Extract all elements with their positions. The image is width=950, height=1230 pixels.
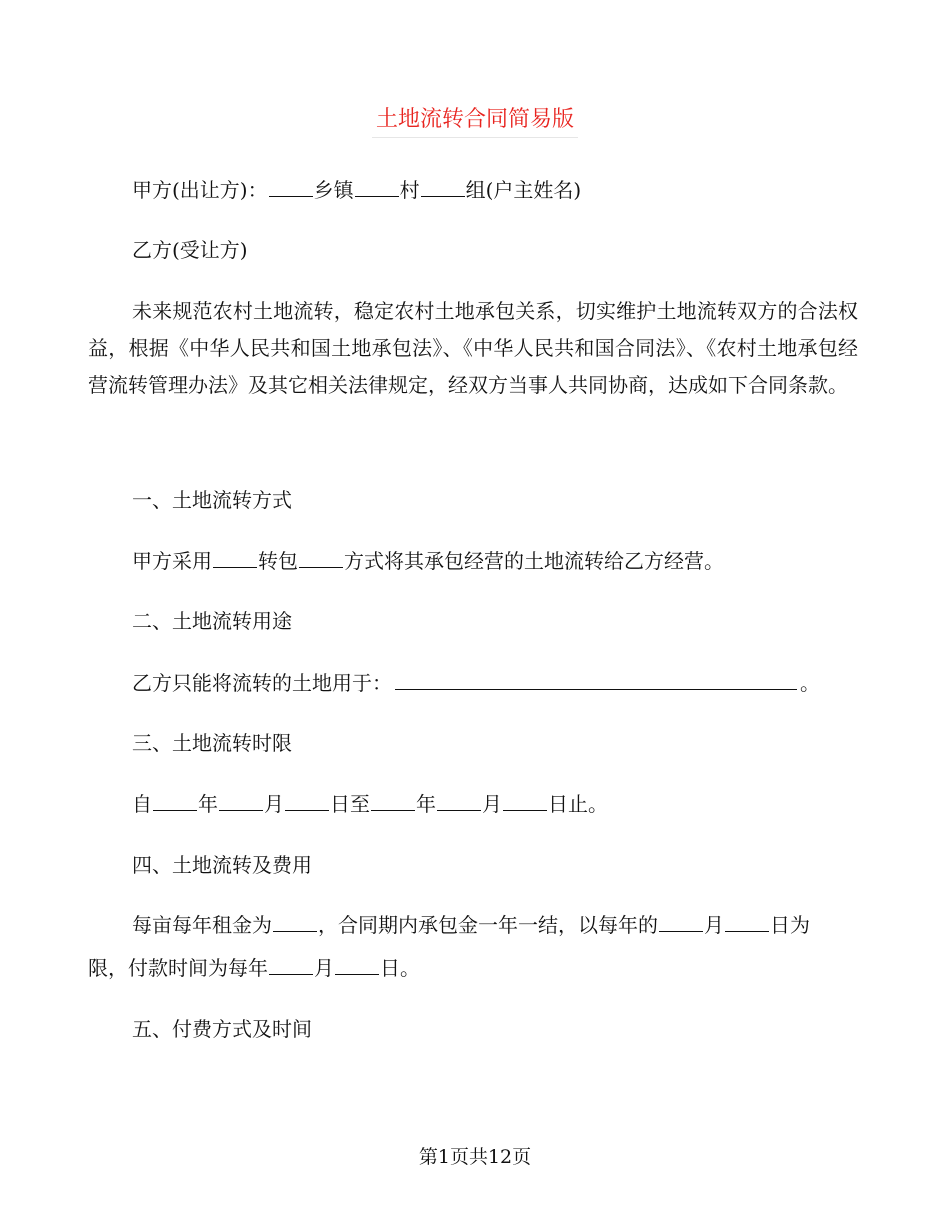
blank-group (421, 195, 465, 197)
blank-usage (395, 688, 797, 690)
section1-heading: 一、土地流转方式 (132, 488, 292, 512)
section2-text: 乙方只能将流转的土地用于： 。 (132, 671, 820, 695)
section3-heading: 三、土地流转时限 (132, 731, 292, 755)
page-number-footer: 第1页共12页 (418, 1146, 532, 1168)
blank (371, 809, 415, 811)
blank (725, 930, 769, 932)
section4-text-line2: 限，付款时间为每年 月 日。 (88, 956, 420, 980)
blank (219, 809, 263, 811)
blank (273, 930, 317, 932)
section1-text: 甲方采用 转包 方式将其承包经营的土地流转给乙方经营。 (132, 549, 724, 573)
blank (503, 809, 547, 811)
party-b-line: 乙方(受让方) (132, 238, 248, 262)
blank-village (355, 195, 399, 197)
section4-heading: 四、土地流转及费用 (132, 853, 312, 877)
blank (153, 809, 197, 811)
blank (213, 566, 257, 568)
blank (285, 809, 329, 811)
section3-text: 自 年 月 日至 年 月 日止。 (132, 792, 608, 816)
section5-heading: 五、付费方式及时间 (132, 1017, 312, 1041)
title-container (0, 103, 950, 138)
blank (335, 973, 379, 975)
section4-text: 每亩每年租金为 ，合同期内承包金一年一结，以每年的 月 日为 (132, 913, 810, 937)
preamble-paragraph: 未来规范农村土地流转，稳定农村土地承包关系，切实维护土地流转双方的合法权益，根据《中华人民共和国土地承包法》、《中华人民共和国合同法》、《农村土地承包经营流转管理办法》及其它相关法律规定，经双方当事人共同协商，达成如下合同条款。 (88, 299, 858, 397)
blank-town (269, 195, 313, 197)
blank (269, 973, 313, 975)
section2-heading: 二、土地流转用途 (132, 609, 292, 633)
blank (437, 809, 481, 811)
document-title: 土地流转合同简易版 (372, 103, 578, 138)
blank (299, 566, 343, 568)
party-a-line: 甲方(出让方)： 乡镇 村 组(户主姓名) (132, 178, 582, 202)
blank (659, 930, 703, 932)
